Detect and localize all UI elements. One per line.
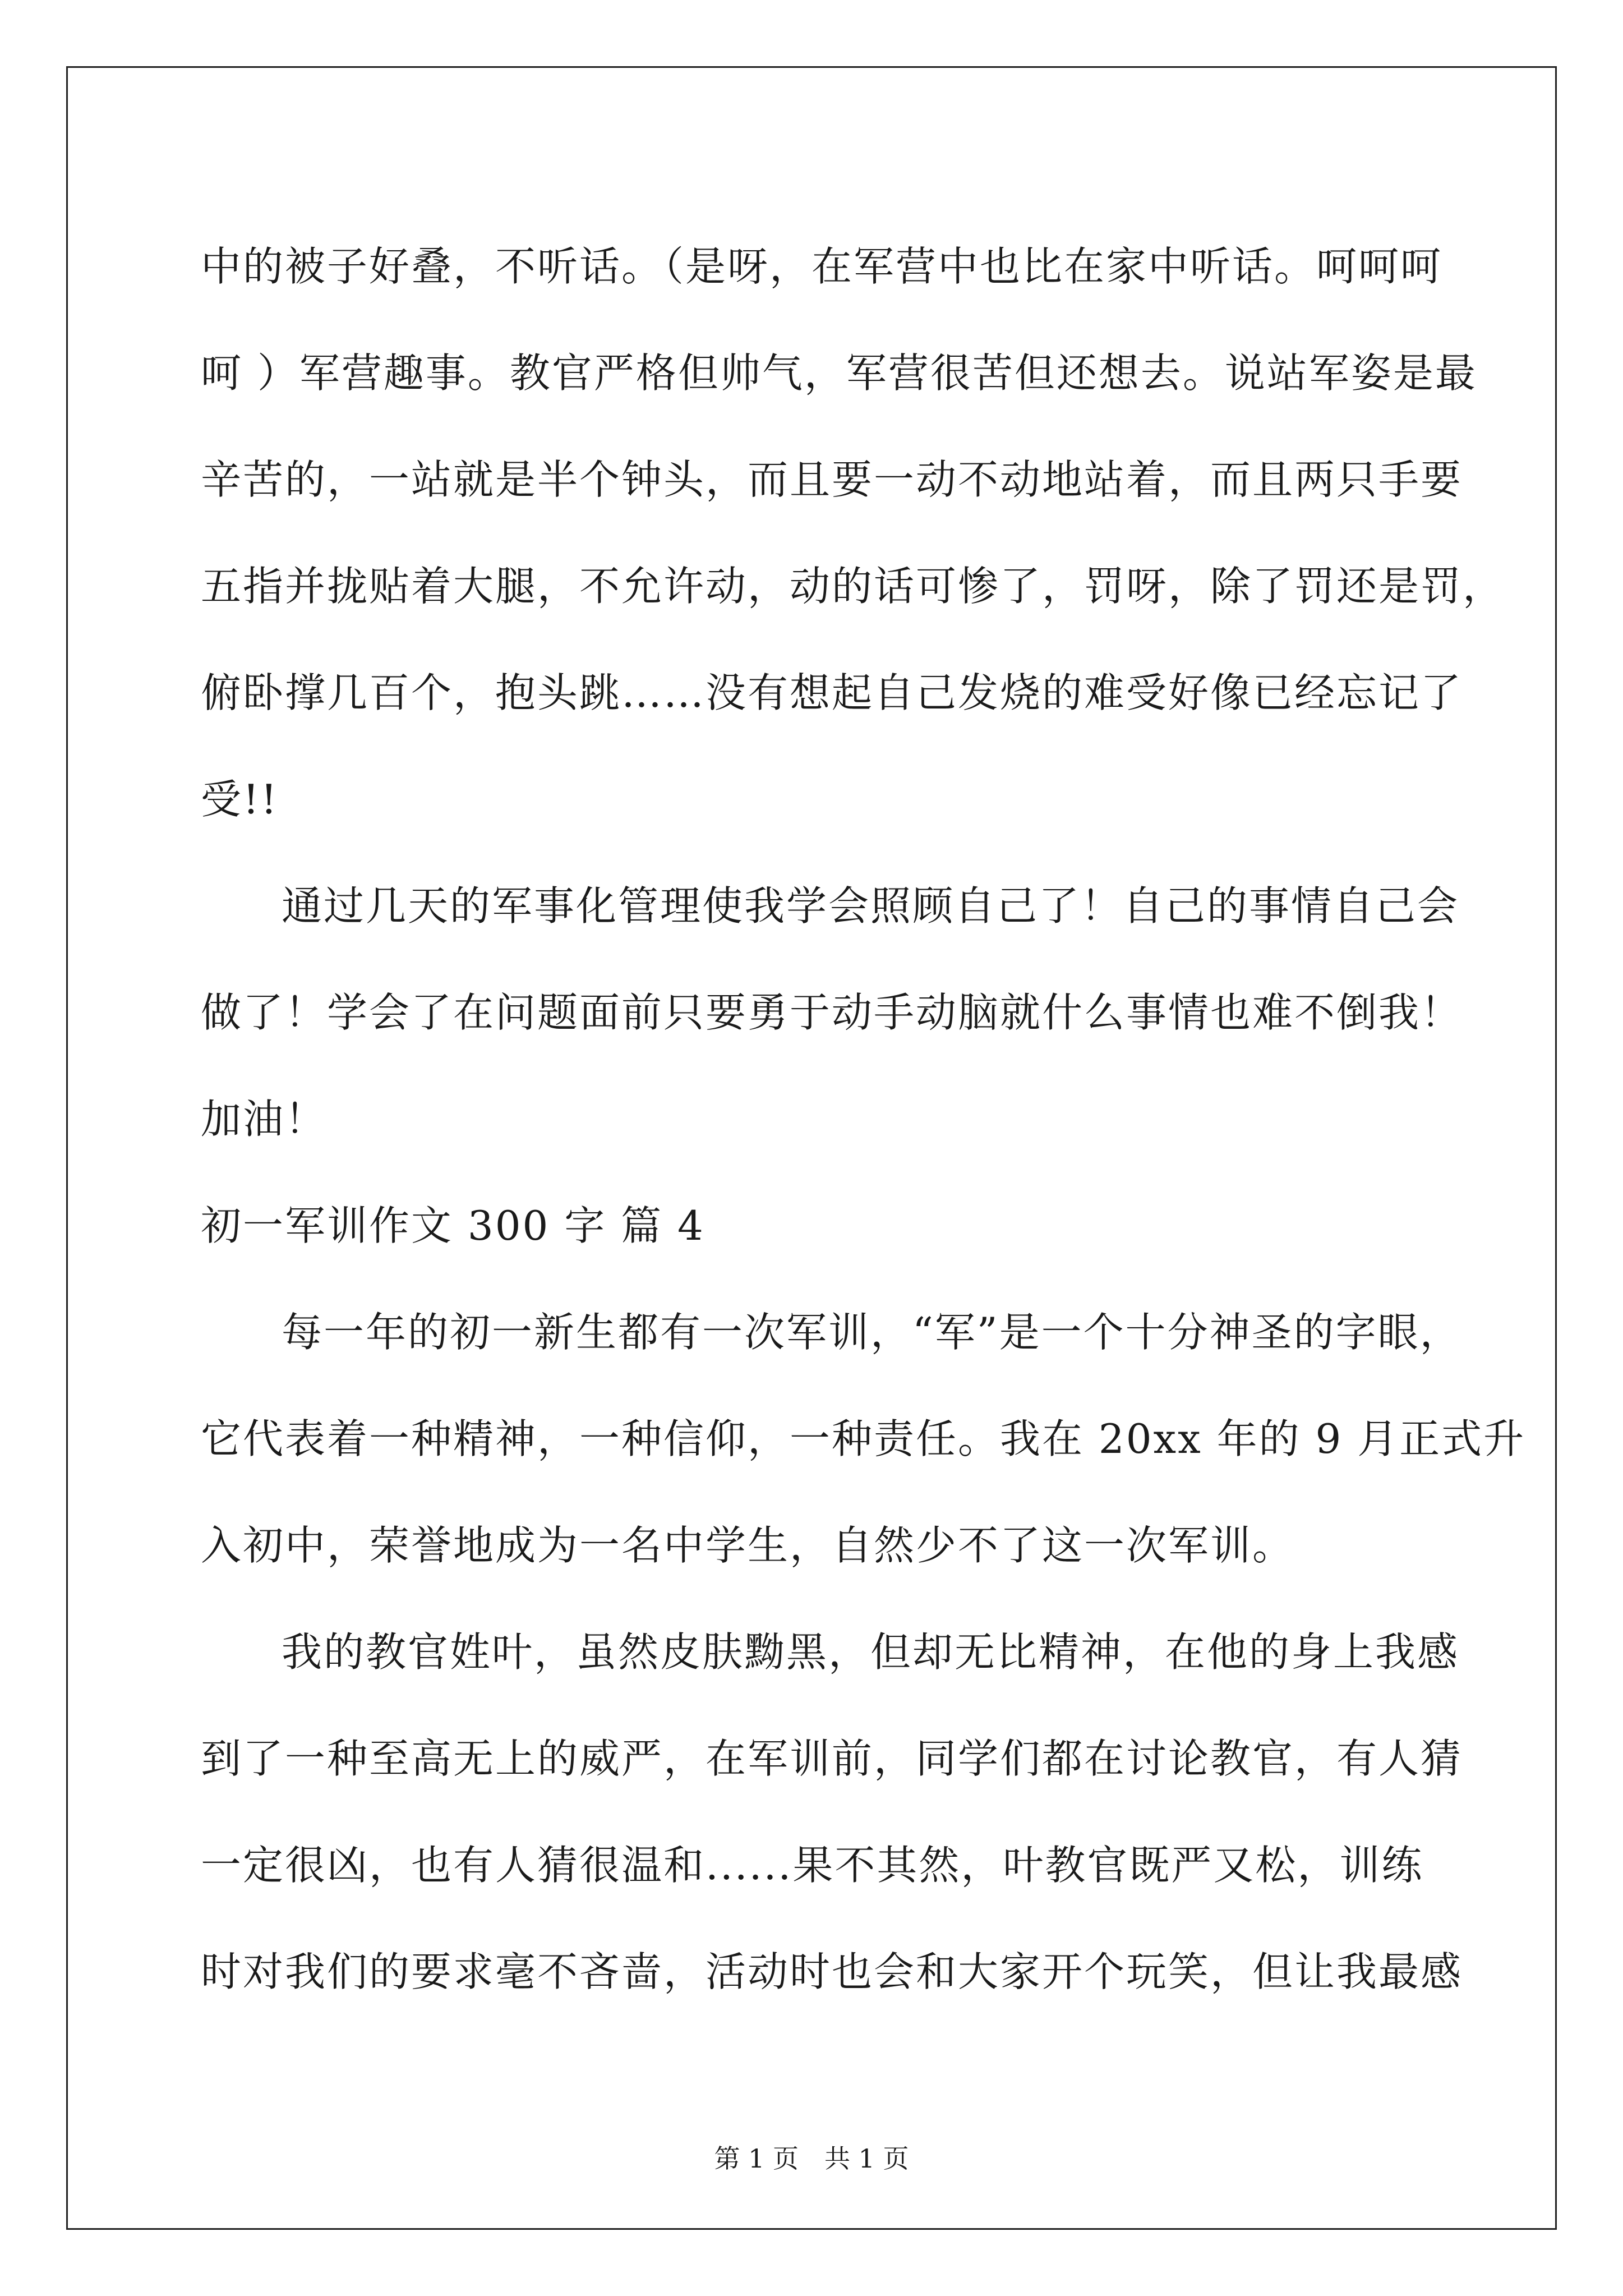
text-line: 俯卧撑几百个，抱头跳……没有想起自己发烧的难受好像已经忘记了 <box>201 669 1463 716</box>
text-line: 呵 ）军营趣事。教官严格但帅气，军营很苦但还想去。说站军姿是最 <box>201 349 1477 397</box>
paragraph-start-line: 每一年的初一新生都有一次军训，“军”是一个十分神圣的字眼， <box>282 1309 1462 1356</box>
section-heading: 初一军训作文 300 字 篇 4 <box>201 1202 705 1249</box>
text-line: 做了！学会了在问题面前只要勇于动手动脑就什么事情也难不倒我！ <box>201 989 1463 1036</box>
text-line: 加油！ <box>201 1096 328 1143</box>
text-line: 中的被子好叠，不听话。（是呀，在军营中也比在家中听话。呵呵呵 <box>201 243 1443 290</box>
paragraph-start-line: 通过几天的军事化管理使我学会照顾自己了！自己的事情自己会 <box>282 882 1460 930</box>
text-line: 辛苦的，一站就是半个钟头，而且要一动不动地站着，而且两只手要 <box>201 456 1463 503</box>
text-line: 时对我们的要求毫不吝啬，活动时也会和大家开个玩笑，但让我最感 <box>201 1948 1463 1995</box>
paragraph-start-line: 我的教官姓叶，虽然皮肤黝黑，但却无比精神，在他的身上我感 <box>282 1628 1460 1676</box>
text-line: 到了一种至高无上的威严，在军训前，同学们都在讨论教官，有人猜 <box>201 1735 1463 1782</box>
text-line: 入初中，荣誉地成为一名中学生，自然少不了这一次军训。 <box>201 1522 1295 1569</box>
text-line: 它代表着一种精神，一种信仰，一种责任。我在 20xx 年的 9 月正式升 <box>201 1415 1526 1462</box>
text-line: 五指并拢贴着大腿，不允许动，动的话可惨了，罚呀，除了罚还是罚， <box>201 563 1505 610</box>
text-line: 受!! <box>201 776 279 823</box>
document-body <box>201 213 1526 2025</box>
page-footer: 第 1 页 共 1 页 <box>714 2143 909 2174</box>
text-line: 一定很凶，也有人猜很温和......果不其然，叶教官既严又松，训练 <box>201 1842 1424 1889</box>
